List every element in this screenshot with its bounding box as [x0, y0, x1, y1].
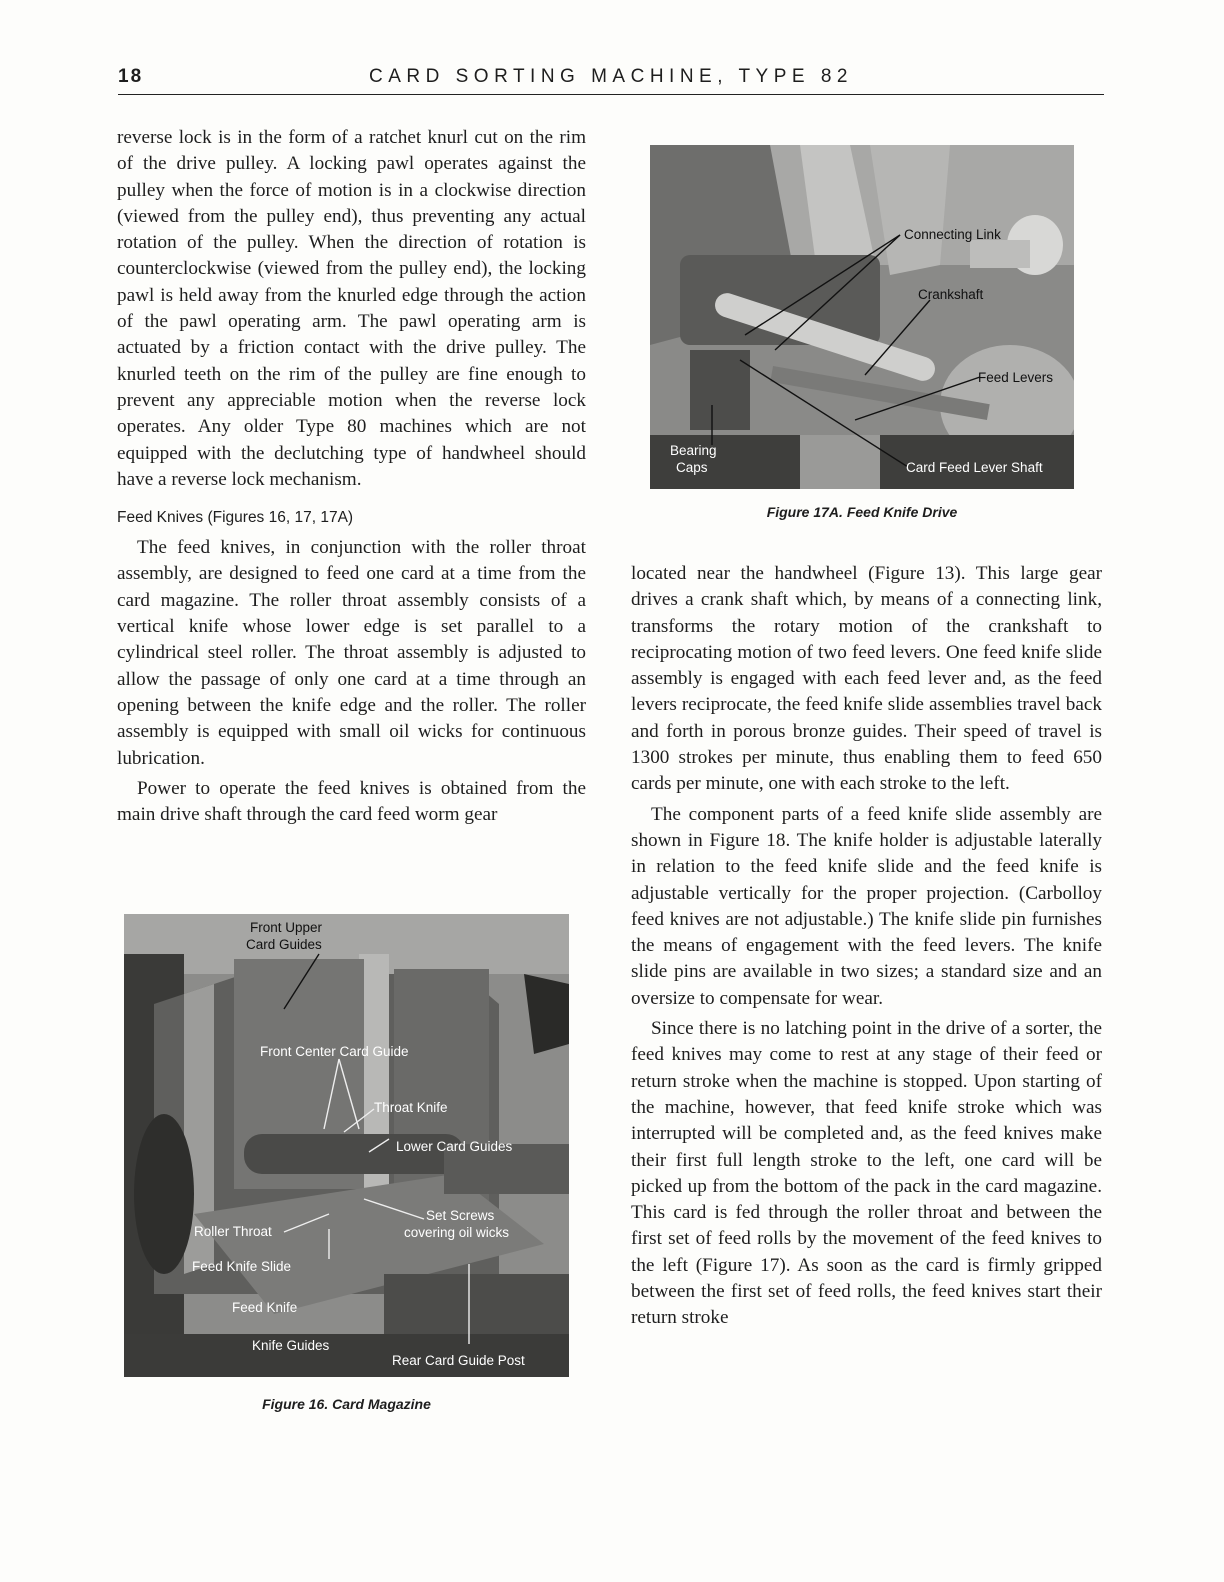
figure-17a-photo: [650, 145, 1074, 489]
label-card-feed-lever-shaft: Card Feed Lever Shaft: [906, 460, 1043, 475]
left-paragraph-2: The feed knives, in conjunction with the roller throat assembly, are designed to feed one card at a time from the card magazine. The roller throat assembly consists of a vertical knife whose lower edge is set parallel to a cylindrical steel roller. The throat assembly is adjusted to allow the passage of only one card at a time through an opening between the knife edge and the roller. The roller assembly is equipped with small oil wicks for continuous lubrication.: [117, 537, 586, 769]
figure-16-caption: Figure 16. Card Magazine: [262, 1396, 431, 1412]
figure-16-photo: [124, 914, 569, 1377]
label-card-guides: Card Guides: [246, 937, 322, 952]
right-paragraph-3: Since there is no latching point in the drive of a sorter, the feed knives may come to rest at any stage of their feed or return stroke when the machine is stopped. Upon starting of the machine, however, that feed knife stroke which was interrupted will be completed and, as the feed knives make their first full length stroke to the left, one card will be picked up from the bottom of the pack in the card magazine. This card is fed through the roller throat and between the first set of feed rolls by the movement of the feed knives to the left (Figure 17). As soon as the card is firmly gripped between the first set of feed rolls, the feed knives start their return stroke: [631, 1018, 1102, 1329]
left-paragraph-1: reverse lock is in the form of a ratchet knurl cut on the rim of the drive pulley. A locking pawl operates against the pulley when the force of motion is in a clockwise direction (viewed from the pulley end), thus preventing any actual rotation of the pulley. When the direction of rotation is counterclockwise (viewed from the pulley end), the locking pawl is held away from the knurled edge through the action of the pawl operating arm. The pawl operating arm is actuated by a friction contact with the drive pulley. The knurled teeth on the rim of the pulley are fine enough to prevent any appreciable motion when the reverse lock operates. Any older Type 80 machines which are not equipped with the declutching type of handwheel should have a reverse lock mechanism.: [117, 127, 586, 490]
running-title: CARD SORTING MACHINE, TYPE 82: [369, 66, 853, 87]
page-number: 18: [118, 66, 144, 87]
label-rear-card-guide-post: Rear Card Guide Post: [392, 1353, 525, 1368]
label-set-screws: Set Screws: [426, 1208, 495, 1223]
label-lower-card-guides: Lower Card Guides: [396, 1139, 513, 1154]
label-roller-throat: Roller Throat: [194, 1224, 272, 1239]
right-column: [631, 561, 1102, 1336]
label-knife-guides: Knife Guides: [252, 1338, 330, 1353]
label-connecting-link: Connecting Link: [904, 227, 1001, 242]
left-column: [117, 125, 586, 832]
section-subheading: Feed Knives (Figures 16, 17, 17A): [117, 509, 354, 527]
label-covering-oil-wicks: covering oil wicks: [404, 1225, 510, 1240]
label-front-upper: Front Upper: [250, 920, 323, 935]
label-feed-levers: Feed Levers: [978, 370, 1054, 385]
label-bearing: Bearing: [670, 443, 717, 458]
running-header: [118, 64, 1104, 95]
feed-knife-drive-illustration: [650, 145, 1074, 489]
right-paragraph-1: located near the handwheel (Figure 13). This large gear drives a crank shaft which, by means of a connecting link, transforms the rotary motion of the crankshaft to reciprocating motion of two feed levers. One feed knife slide assembly is engaged with each feed lever and, as the feed levers reciprocate, the feed knife slide assemblies travel back and forth in porous bronze guides. Their speed of travel is 1300 strokes per minute, thus enabling them to feed 650 cards per minute, one with each stroke to the left.: [631, 563, 1102, 795]
left-paragraph-3: Power to operate the feed knives is obtained from the main drive shaft through the card feed worm gear: [117, 777, 586, 826]
right-paragraph-2: The component parts of a feed knife slide assembly are shown in Figure 18. The knife holder is adjustable laterally in relation to the feed knife slide and the feed knife is adjustable vertically for the proper projection. (Carbolloy feed knives are not adjustable.) The knife slide pin furnishes the means of engagement with the feed levers. The knife slide pins are available in two sizes; a standard size and an oversize to compensate for wear.: [631, 803, 1102, 1009]
figure-17a-caption: Figure 17A. Feed Knife Drive: [766, 504, 958, 520]
label-feed-knife: Feed Knife: [232, 1300, 298, 1315]
label-caps: Caps: [676, 460, 708, 475]
label-front-center-card-guide: Front Center Card Guide: [260, 1044, 409, 1059]
label-feed-knife-slide: Feed Knife Slide: [192, 1259, 292, 1274]
label-crankshaft: Crankshaft: [918, 287, 984, 302]
label-throat-knife: Throat Knife: [374, 1100, 448, 1115]
